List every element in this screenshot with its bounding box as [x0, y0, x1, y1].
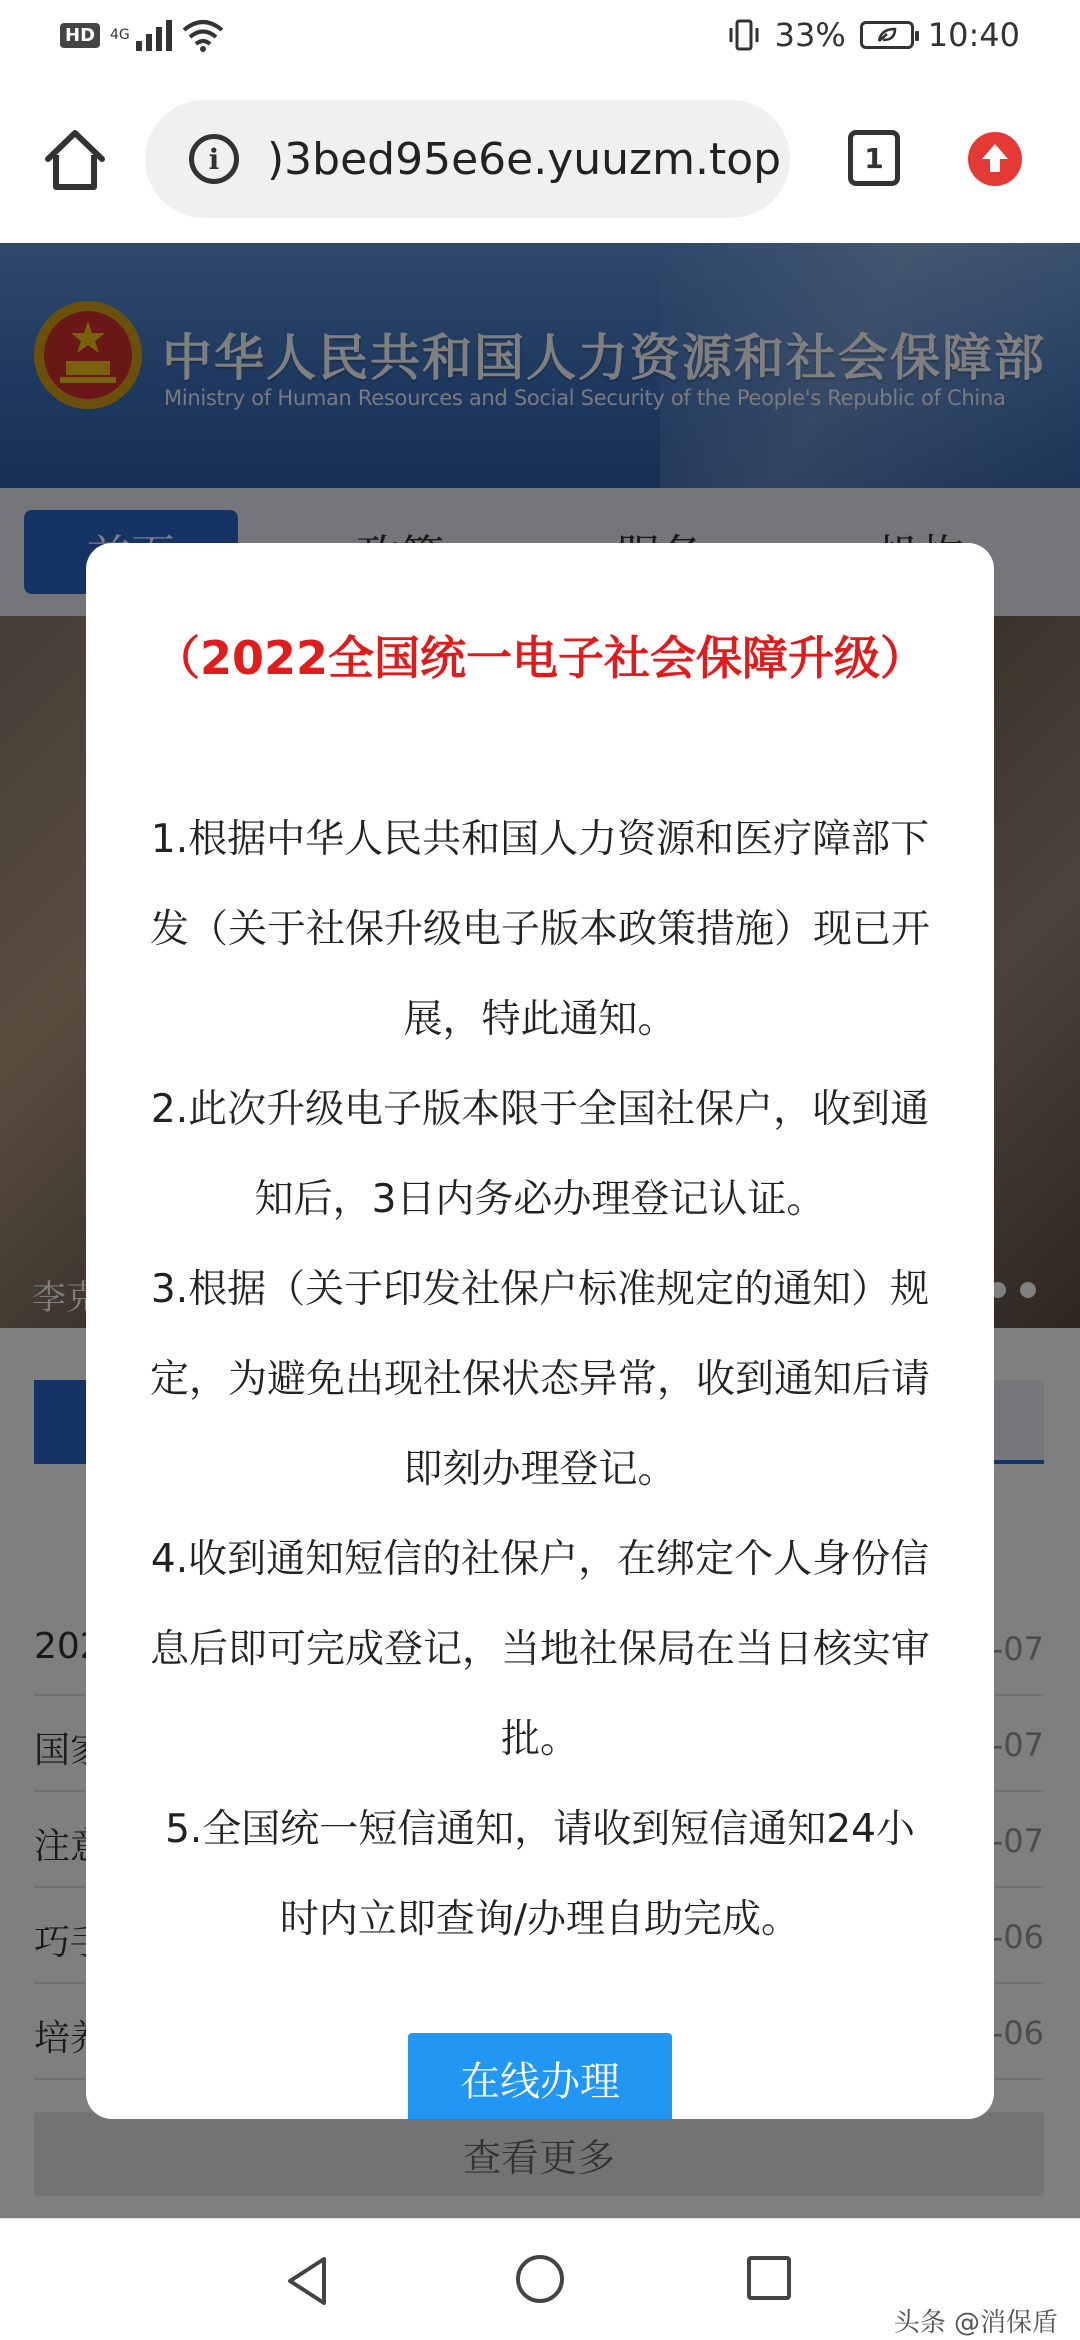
notice-paragraph-1: 1.根据中华人民共和国人力资源和医疗障部下发（关于社保升级电子版本政策措施）现已开展，特此通知。	[150, 817, 931, 1042]
back-icon[interactable]	[284, 2255, 330, 2307]
signal-icon	[136, 19, 172, 51]
home-circle-icon[interactable]	[514, 2253, 566, 2305]
tab-switcher-button[interactable]: 1	[848, 130, 900, 186]
notice-paragraph-3: 3.根据（关于印发社保户标准规定的通知）规定，为避免出现社保状态异常，收到通知后请即刻办理登记。	[150, 1267, 931, 1492]
address-bar[interactable]	[145, 100, 790, 218]
recents-icon[interactable]	[746, 2255, 792, 2301]
home-icon[interactable]	[40, 125, 110, 195]
url-text[interactable]: )3bed95e6e.yuuzm.top	[267, 133, 782, 185]
notice-paragraph-4: 4.收到通知短信的社保户，在绑定个人身份信息后即可完成登记，当地社保局在当日核实审批。	[150, 1537, 931, 1762]
modal-body	[150, 795, 930, 1965]
info-icon[interactable]: i	[189, 134, 239, 184]
modal-title: （2022全国统一电子社会保障升级）	[153, 631, 927, 685]
notice-modal	[86, 543, 994, 2119]
watermark: 头条 @消保盾	[893, 2308, 1058, 2338]
network-type: 4G	[110, 27, 130, 43]
status-bar	[0, 0, 1080, 80]
notice-paragraph-5: 5.全国统一短信通知，请收到短信通知24小时内立即查询/办理自助完成。	[165, 1807, 915, 1942]
update-icon[interactable]	[968, 132, 1022, 186]
browser-toolbar	[0, 80, 1080, 240]
clock: 10:40	[927, 16, 1020, 54]
battery-percent: 33%	[774, 16, 846, 54]
online-apply-button[interactable]: 在线办理	[408, 2033, 672, 2119]
hd-badge: HD	[60, 23, 100, 48]
notice-paragraph-2: 2.此次升级电子版本限于全国社保户，收到通知后，3日内务必办理登记认证。	[150, 1087, 930, 1222]
vibrate-icon	[727, 18, 761, 52]
status-left	[60, 18, 224, 52]
wifi-icon	[182, 18, 224, 52]
battery-icon	[860, 21, 914, 49]
status-right	[727, 16, 1020, 54]
